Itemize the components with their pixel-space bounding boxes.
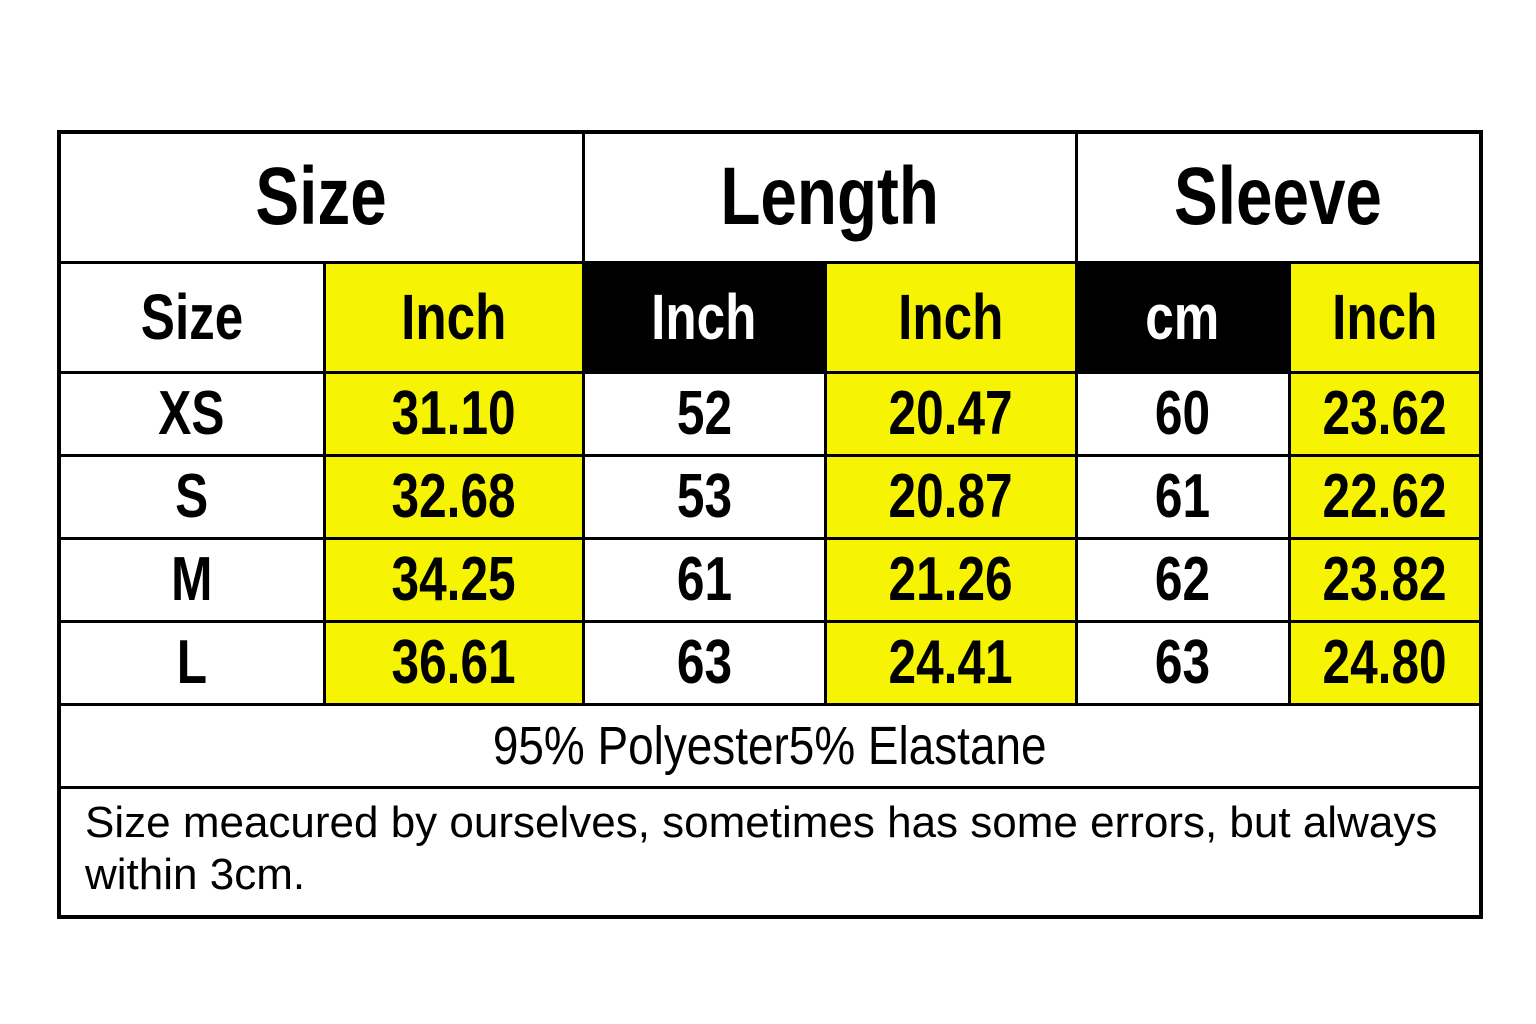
fabric-composition-text: 95% Polyester5% Elastane <box>493 715 1047 776</box>
value-label: 31.10 <box>391 379 516 448</box>
value-cell <box>324 455 583 538</box>
value-label: 60 <box>1154 379 1211 448</box>
table-row-m <box>59 538 1481 621</box>
subheader-row <box>59 262 1481 372</box>
group-header-row <box>59 132 1481 262</box>
subheader-length-inch <box>825 262 1076 372</box>
value-cell <box>1076 621 1289 704</box>
value-label: 22.62 <box>1322 462 1447 531</box>
value-cell <box>825 372 1076 455</box>
group-header-sleeve-label: Sleeve <box>1174 151 1383 243</box>
value-label: 63 <box>676 628 732 697</box>
value-cell <box>1289 455 1481 538</box>
size-label: XS <box>158 379 225 448</box>
size-cell <box>59 455 324 538</box>
value-label: 23.82 <box>1322 545 1447 614</box>
value-label: 24.41 <box>888 628 1013 697</box>
table-row-xs <box>59 372 1481 455</box>
subheader-sleeve-inch <box>1289 262 1481 372</box>
value-label: 20.87 <box>888 462 1013 531</box>
value-cell <box>825 538 1076 621</box>
fabric-composition-cell <box>59 704 1481 787</box>
value-cell <box>1076 372 1289 455</box>
subheader-size-label: Size <box>140 281 243 353</box>
value-cell <box>1289 621 1481 704</box>
subheader-length-inch-label: Inch <box>897 281 1004 353</box>
size-cell <box>59 621 324 704</box>
measurement-note-cell <box>59 787 1481 917</box>
value-cell <box>825 455 1076 538</box>
value-label: 20.47 <box>888 379 1013 448</box>
size-label: S <box>175 462 209 531</box>
table-row-s <box>59 455 1481 538</box>
value-label: 21.26 <box>888 545 1013 614</box>
value-label: 61 <box>1154 462 1211 531</box>
group-header-sleeve <box>1076 132 1481 262</box>
value-cell <box>1289 372 1481 455</box>
value-label: 34.25 <box>391 545 516 614</box>
value-cell <box>324 372 583 455</box>
value-label: 23.62 <box>1322 379 1447 448</box>
subheader-length-inch-dark <box>583 262 825 372</box>
value-label: 32.68 <box>391 462 516 531</box>
subheader-size-inch <box>324 262 583 372</box>
value-label: 36.61 <box>391 628 516 697</box>
subheader-size-inch-label: Inch <box>400 281 507 353</box>
subheader-sleeve-cm <box>1076 262 1289 372</box>
value-cell <box>583 621 825 704</box>
subheader-size <box>59 262 324 372</box>
value-cell <box>1289 538 1481 621</box>
value-cell <box>583 372 825 455</box>
value-cell <box>583 538 825 621</box>
group-header-size-label: Size <box>255 151 387 243</box>
value-label: 53 <box>676 462 732 531</box>
subheader-sleeve-cm-label: cm <box>1145 281 1220 353</box>
subheader-sleeve-inch-label: Inch <box>1332 281 1438 353</box>
value-cell <box>1076 455 1289 538</box>
value-cell <box>825 621 1076 704</box>
size-cell <box>59 372 324 455</box>
group-header-length-label: Length <box>720 151 939 243</box>
subheader-length-inch-dark-label: Inch <box>651 281 757 353</box>
group-header-length <box>583 132 1076 262</box>
value-cell <box>324 538 583 621</box>
fabric-row <box>59 704 1481 787</box>
table-row-l <box>59 621 1481 704</box>
size-cell <box>59 538 324 621</box>
measurement-note-text: Size meacured by ourselves, sometimes has some errors, but always within 3cm. <box>85 797 1438 899</box>
value-cell <box>583 455 825 538</box>
size-label: L <box>176 628 207 697</box>
size-label: M <box>171 545 213 614</box>
value-label: 52 <box>676 379 732 448</box>
value-label: 61 <box>676 545 732 614</box>
group-header-size <box>59 132 583 262</box>
note-row <box>59 787 1481 917</box>
size-chart-table <box>57 130 1483 919</box>
value-cell <box>324 621 583 704</box>
value-label: 63 <box>1154 628 1211 697</box>
value-label: 24.80 <box>1322 628 1447 697</box>
value-label: 62 <box>1154 545 1211 614</box>
value-cell <box>1076 538 1289 621</box>
